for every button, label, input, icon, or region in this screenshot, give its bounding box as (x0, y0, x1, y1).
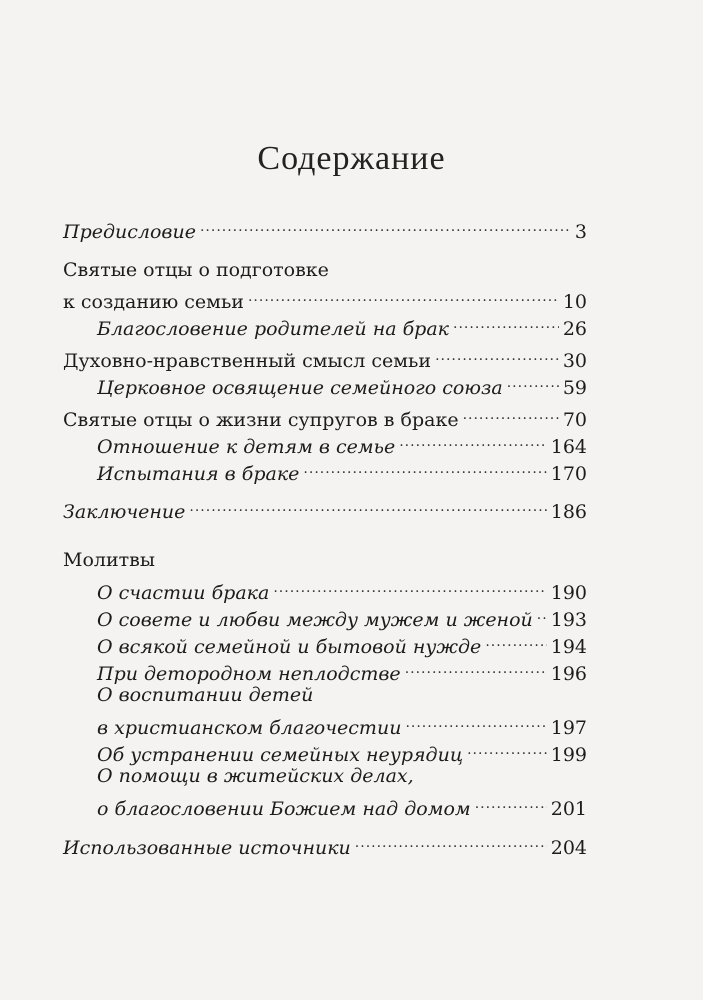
dot-leader (485, 629, 546, 653)
entry-title: О совете и любви между мужем и женой (97, 609, 533, 631)
toc-entry-ch1[interactable] (63, 284, 587, 314)
entry-title: Предисловие (63, 221, 196, 243)
page-number: 201 (550, 798, 587, 820)
section-heading-prayers: Молитвы (63, 549, 155, 571)
entry-title: Об устранении семейных неурядиц (97, 744, 464, 766)
dot-leader (399, 429, 547, 453)
toc-entry-sources[interactable] (63, 830, 587, 860)
page-number: 3 (574, 221, 587, 243)
dot-leader (303, 456, 546, 480)
page-number: 26 (562, 318, 587, 340)
toc-entry-ch1-line1: Святые отцы о подготовке (63, 259, 329, 281)
entry-title: Святые отцы о жизни супругов в браке (63, 409, 459, 431)
toc-entry-prayer5[interactable] (97, 710, 587, 740)
page-number: 204 (550, 837, 587, 859)
dot-leader (405, 710, 546, 734)
toc-entry-prayer6[interactable] (97, 737, 587, 767)
dot-leader (273, 575, 546, 599)
entry-title: При детородном неплодстве (97, 663, 401, 685)
entry-title: в христианском благочестии (97, 717, 402, 739)
entry-title: Использованные источники (63, 837, 351, 859)
page-number: 190 (550, 582, 587, 604)
dot-leader (507, 370, 559, 394)
page-number: 186 (550, 501, 587, 523)
toc-entry-prayer2[interactable] (97, 602, 587, 632)
toc-entry-prayer7[interactable] (97, 791, 587, 821)
dot-leader (405, 656, 547, 680)
page-number: 197 (550, 717, 587, 739)
toc-entry-ch2[interactable] (63, 343, 587, 373)
toc-entry-ch3-sub2[interactable] (97, 456, 587, 486)
page-number: 164 (550, 436, 587, 458)
toc-entry-conclusion[interactable] (63, 494, 587, 524)
entry-title: Испытания в браке (97, 463, 300, 485)
entry-title: Духовно-нравственный смысл семьи (63, 350, 432, 372)
page-number: 70 (562, 409, 587, 431)
dot-leader (475, 791, 547, 815)
page-number: 30 (562, 350, 587, 372)
page-title: Содержание (257, 140, 446, 177)
toc-entry-ch1-sub1[interactable] (97, 311, 587, 341)
dot-leader (189, 494, 546, 518)
toc-entry-preface[interactable] (63, 214, 587, 244)
toc-entry-prayer3[interactable] (97, 629, 587, 659)
entry-title: О всякой семейной и бытовой нужде (97, 636, 482, 658)
page-number: 59 (562, 377, 587, 399)
entry-title: к созданию семьи (63, 291, 244, 313)
entry-title: Благословение родителей на брак (97, 318, 450, 340)
toc-entry-ch3-sub1[interactable] (97, 429, 587, 459)
dot-leader (467, 737, 547, 761)
entry-title: о благословении Божием над домом (97, 798, 471, 820)
page-number: 199 (550, 744, 587, 766)
dot-leader (248, 284, 559, 308)
toc-entry-prayer5-line1: О воспитании детей (97, 684, 314, 706)
toc-entry-prayer7-line1: О помощи в житейских делах, (97, 765, 414, 787)
toc-entry-prayer1[interactable] (97, 575, 587, 605)
page-number: 196 (550, 663, 587, 685)
page-number: 170 (550, 463, 587, 485)
entry-title: О счастии брака (97, 582, 270, 604)
toc-entry-ch2-sub1[interactable] (97, 370, 587, 400)
toc-entry-prayer4[interactable] (97, 656, 587, 686)
entry-title: Заключение (63, 501, 186, 523)
dot-leader (355, 830, 547, 854)
dot-leader (200, 214, 571, 238)
dot-leader (453, 311, 559, 335)
page-number: 10 (562, 291, 587, 313)
entry-title: Церковное освящение семейного союза (97, 377, 503, 399)
entry-title: Отношение к детям в семье (97, 436, 396, 458)
page-number: 193 (550, 609, 587, 631)
dot-leader (537, 602, 547, 626)
toc-entry-ch3[interactable] (63, 402, 587, 432)
dot-leader (463, 402, 559, 426)
dot-leader (435, 343, 559, 367)
page-number: 194 (550, 636, 587, 658)
